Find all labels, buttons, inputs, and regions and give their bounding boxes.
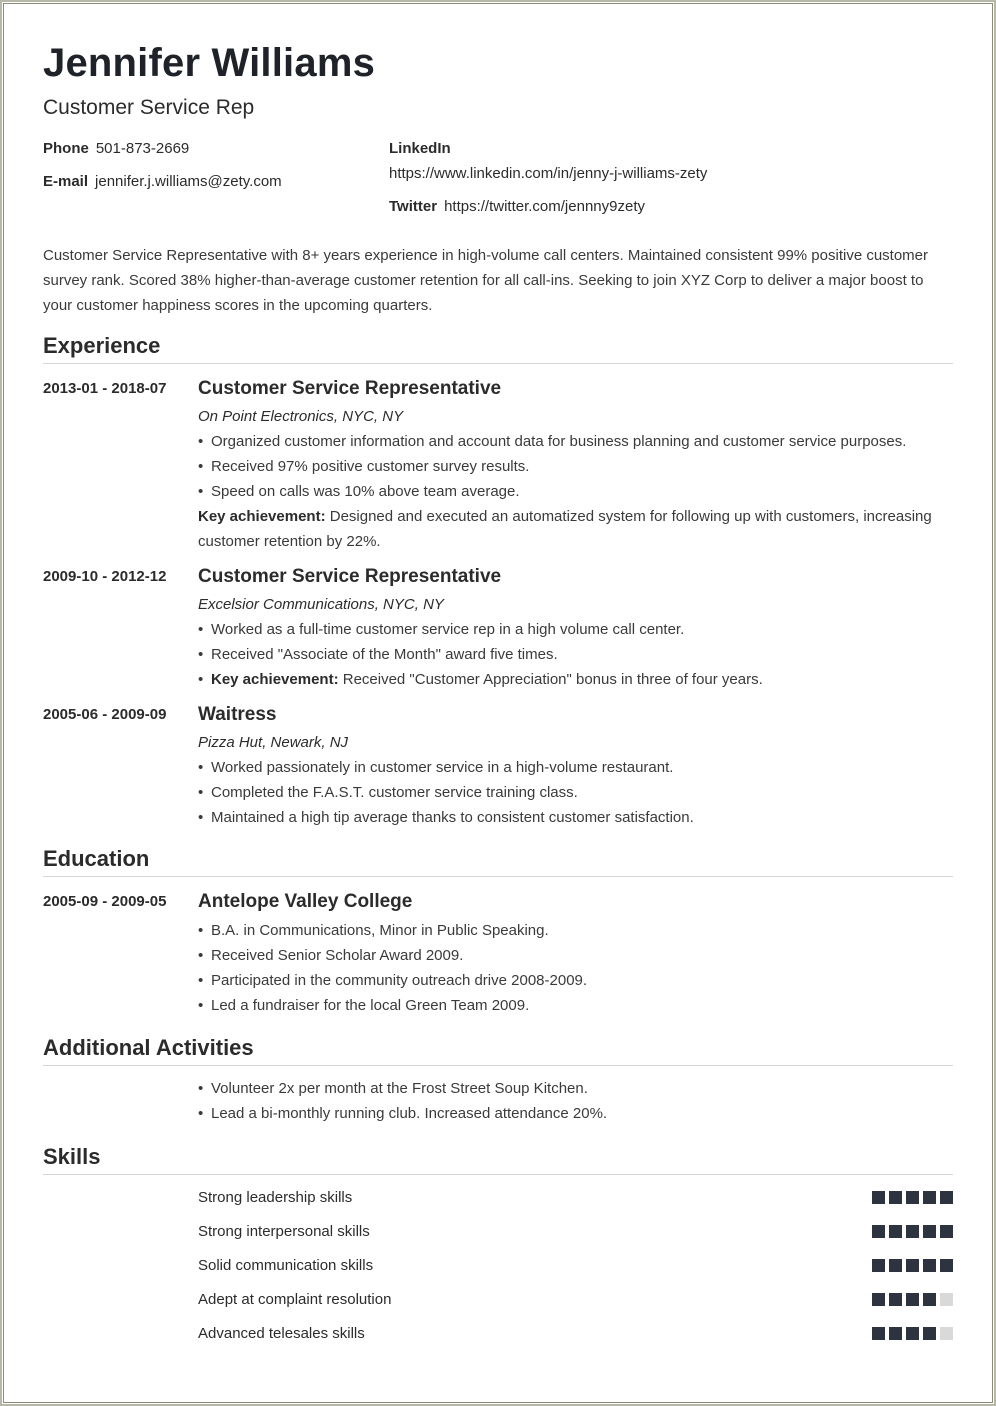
skill-dot-filled (872, 1327, 885, 1340)
job-bullets (198, 755, 953, 830)
candidate-title: Customer Service Rep (43, 96, 255, 119)
skill-row (43, 1222, 953, 1256)
twitter-url[interactable]: https://twitter.com/jennny9zety (444, 198, 645, 215)
skill-dot-filled (906, 1191, 919, 1204)
job-title: Waitress (198, 704, 277, 725)
education-bullet: • Participated in the community outreach drive 2008-2009. (198, 968, 953, 993)
skill-name: Strong interpersonal skills (198, 1223, 370, 1240)
job-title: Customer Service Representative (198, 566, 502, 587)
education-bullet: • Received Senior Scholar Award 2009. (198, 943, 953, 968)
key-achievement-label: Key achievement: (211, 671, 339, 688)
education-section (43, 845, 953, 1018)
job-entry (43, 565, 953, 692)
education-bullet: • Led a fundraiser for the local Green Team 2009. (198, 993, 953, 1018)
skill-dot-filled (889, 1191, 902, 1204)
activities-bullets (198, 1076, 953, 1126)
email-row (43, 172, 282, 192)
skill-dot-filled (872, 1225, 885, 1238)
skill-dot-filled (906, 1293, 919, 1306)
skill-dot-filled (923, 1293, 936, 1306)
skill-dot-filled (940, 1259, 953, 1272)
linkedin-label-row (389, 139, 458, 159)
skill-dot-filled (923, 1259, 936, 1272)
job-bullet: • Organized customer information and account data for business planning and customer service purposes. (198, 429, 953, 454)
linkedin-url[interactable]: https://www.linkedin.com/in/jenny-j-williams-zety (389, 165, 708, 182)
skill-name: Strong leadership skills (198, 1189, 353, 1206)
job-bullet: • Completed the F.A.S.T. customer service training class. (198, 780, 953, 805)
skill-name: Adept at complaint resolution (198, 1291, 392, 1308)
education-entry (43, 890, 953, 1018)
job-title: Customer Service Representative (198, 378, 502, 399)
job-company: Pizza Hut, Newark, NJ (198, 734, 349, 751)
job-dates: 2013-01 - 2018-07 (43, 380, 167, 397)
candidate-name: Jennifer Williams (43, 41, 376, 85)
skills-heading: Skills (43, 1143, 953, 1175)
email-label: E-mail (43, 173, 89, 190)
job-company: Excelsior Communications, NYC, NY (198, 596, 444, 613)
skills-section (43, 1143, 953, 1358)
job-bullet: • Worked as a full-time customer service rep in a high volume call center. (198, 617, 953, 642)
skill-level-meter (868, 1259, 953, 1272)
skill-level-meter (868, 1293, 953, 1306)
skill-dot-filled (906, 1225, 919, 1238)
job-bullet: • Worked passionately in customer service in a high-volume restaurant. (198, 755, 953, 780)
skill-dot-filled (872, 1191, 885, 1204)
skill-dot-filled (872, 1293, 885, 1306)
activities-entry (43, 1076, 953, 1126)
job-bullet: • Maintained a high tip average thanks to consistent customer satisfaction. (198, 805, 953, 830)
job-entry (43, 377, 953, 554)
education-bullets (198, 918, 953, 1018)
activity-bullet: • Volunteer 2x per month at the Frost Street Soup Kitchen. (198, 1076, 953, 1101)
skill-name: Solid communication skills (198, 1257, 374, 1274)
skill-level-meter (868, 1191, 953, 1204)
twitter-row (389, 197, 645, 217)
key-achievement-text: Designed and executed an automatized system for following up with customers, increasing customer retention by 22%. (198, 508, 932, 550)
skill-level-meter (868, 1225, 953, 1238)
phone-row (43, 139, 189, 159)
school-name: Antelope Valley College (198, 891, 413, 912)
job-company: On Point Electronics, NYC, NY (198, 408, 404, 425)
education-heading: Education (43, 845, 953, 877)
activities-heading: Additional Activities (43, 1034, 953, 1066)
skill-row (43, 1324, 953, 1358)
experience-heading: Experience (43, 332, 953, 364)
job-dates: 2005-06 - 2009-09 (43, 706, 167, 723)
job-bullet: • Received "Associate of the Month" award five times. (198, 642, 953, 667)
skill-row (43, 1290, 953, 1324)
skill-dot-filled (906, 1327, 919, 1340)
email-value[interactable]: jennifer.j.williams@zety.com (95, 173, 282, 190)
contact-block (43, 139, 953, 231)
job-bullets (198, 617, 953, 692)
twitter-label: Twitter (389, 198, 438, 215)
key-achievement-label: Key achievement: (198, 508, 326, 525)
job-entry (43, 703, 953, 830)
skill-dot-filled (889, 1225, 902, 1238)
resume-page (43, 38, 953, 1358)
linkedin-label: LinkedIn (389, 140, 451, 157)
experience-section (43, 332, 953, 830)
skill-dot-filled (906, 1259, 919, 1272)
key-achievement-text: Received "Customer Appreciation" bonus in three of four years. (342, 671, 763, 688)
skill-dot-filled (889, 1327, 902, 1340)
skills-list (43, 1188, 953, 1358)
activities-section (43, 1034, 953, 1126)
skill-dot-filled (940, 1191, 953, 1204)
linkedin-row (389, 164, 707, 184)
job-bullet: • Speed on calls was 10% above team average. (198, 479, 953, 504)
skill-dot-filled (889, 1293, 902, 1306)
skill-dot-filled (940, 1225, 953, 1238)
skill-row (43, 1188, 953, 1222)
education-bullet: • B.A. in Communications, Minor in Public Speaking. (198, 918, 953, 943)
skill-dot-filled (923, 1191, 936, 1204)
skill-level-meter (868, 1327, 953, 1340)
skill-dot-filled (872, 1259, 885, 1272)
job-bullet: • Received 97% positive customer survey results. (198, 454, 953, 479)
phone-label: Phone (43, 140, 89, 157)
skill-row (43, 1256, 953, 1290)
job-bullets (198, 429, 953, 504)
profile-summary: Customer Service Representative with 8+ years experience in high-volume call centers. Maintained consistent 99% positive customer survey rank. Scored 38% higher-than-average customer retention for all call-ins. Seeking to join XYZ Corp to deliver a major boost to your customer happiness scores in the upcoming quarters. (43, 247, 929, 314)
key-achievement (198, 504, 953, 554)
phone-value: 501-873-2669 (95, 140, 190, 157)
skill-dot-filled (889, 1259, 902, 1272)
education-dates: 2005-09 - 2009-05 (43, 893, 167, 910)
skill-name: Advanced telesales skills (198, 1325, 365, 1342)
skill-dot-empty (940, 1327, 953, 1340)
skill-dot-filled (923, 1225, 936, 1238)
skill-dot-filled (923, 1327, 936, 1340)
job-bullet (198, 667, 953, 692)
skill-dot-empty (940, 1293, 953, 1306)
activity-bullet: • Lead a bi-monthly running club. Increased attendance 20%. (198, 1101, 953, 1126)
job-dates: 2009-10 - 2012-12 (43, 568, 167, 585)
